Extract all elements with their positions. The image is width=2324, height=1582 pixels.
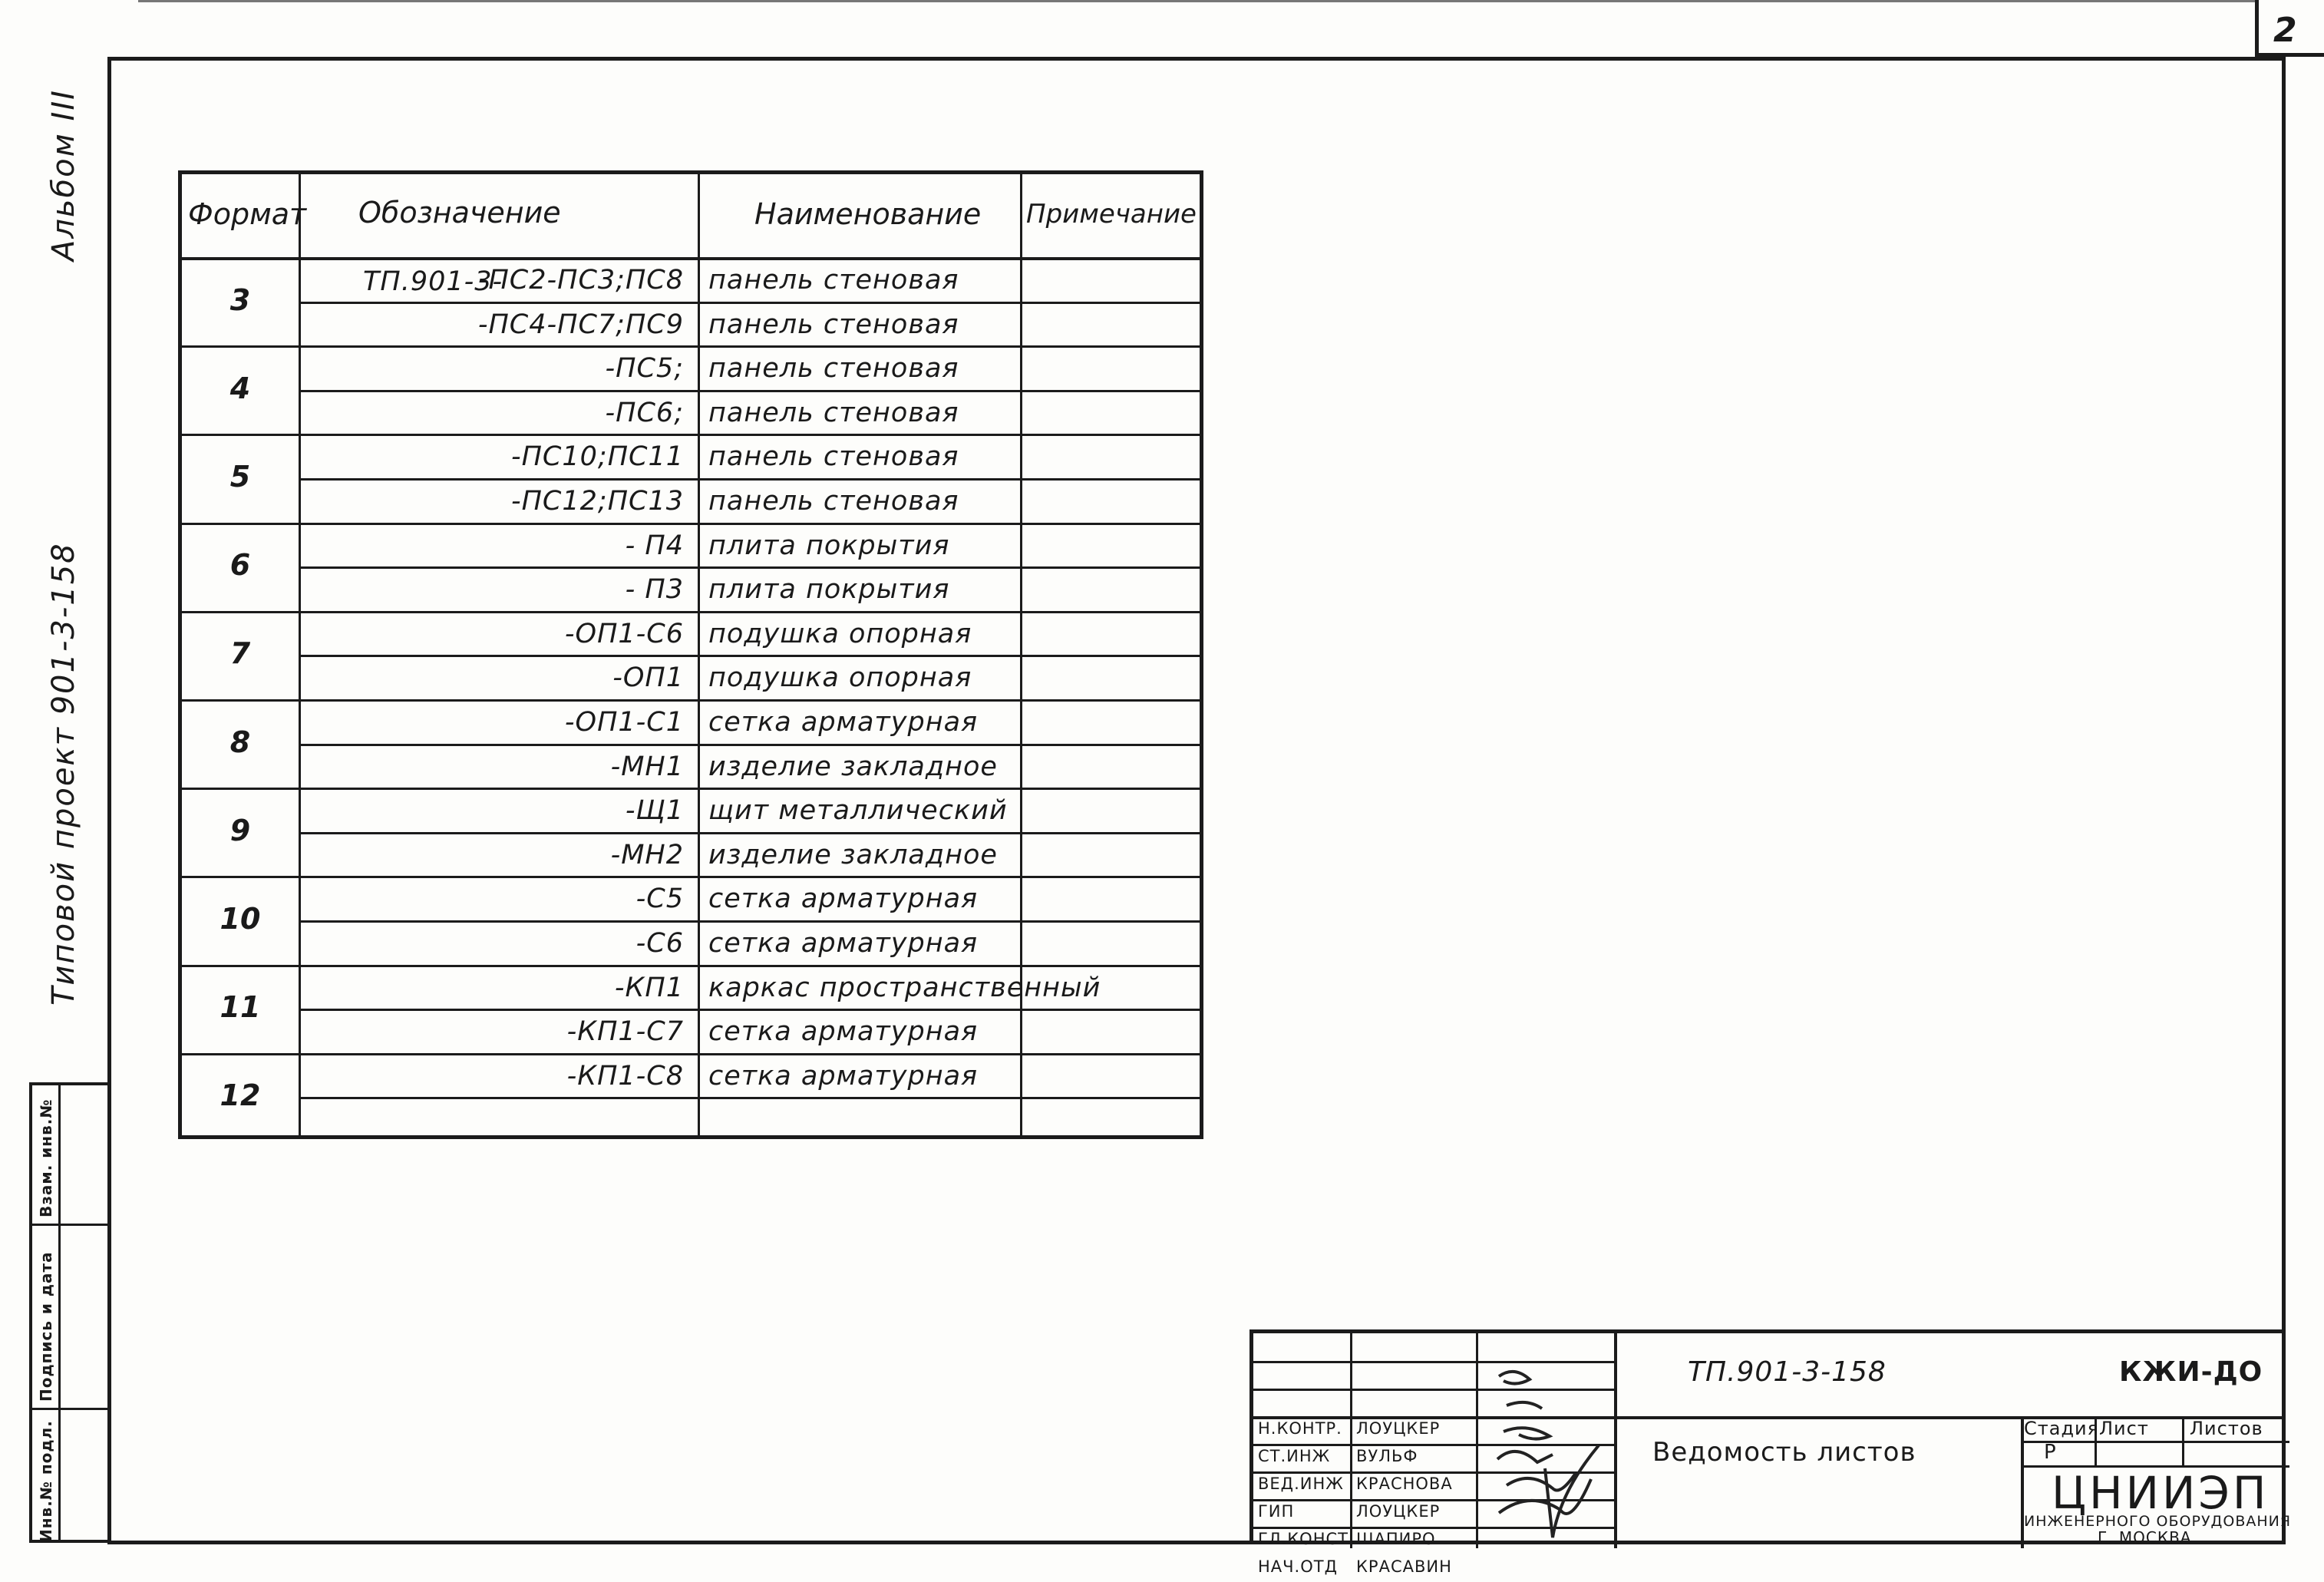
top-edge-line bbox=[138, 0, 2256, 2]
row-line bbox=[299, 744, 1200, 746]
format-cell: 6 bbox=[229, 548, 251, 583]
staff-name: КРАСАВИН bbox=[1356, 1557, 1452, 1576]
group-line bbox=[182, 965, 1200, 967]
header-line bbox=[182, 257, 1200, 260]
group-line bbox=[182, 699, 1200, 702]
strip-label-inv: Инв.№ подл. bbox=[37, 1420, 55, 1542]
row-line bbox=[299, 920, 1200, 923]
staff-name: ШАПИРО bbox=[1356, 1530, 1436, 1548]
designation-cell: -С6 bbox=[635, 928, 684, 959]
name-cell: каркас пространственный bbox=[708, 972, 1101, 1003]
org-name: ЦНИИЭП bbox=[2052, 1467, 2270, 1519]
row-line bbox=[299, 1009, 1200, 1011]
name-cell: панель стеновая bbox=[708, 486, 959, 517]
designation-cell: -ПС2-ПС3;ПС8 bbox=[477, 265, 684, 296]
designation-prefix: ТП.901-3- bbox=[363, 266, 503, 297]
header-format: Формат bbox=[188, 197, 307, 231]
name-cell: подушка опорная bbox=[708, 662, 972, 694]
org-subtitle: ИНЖЕНЕРНОГО ОБОРУДОВАНИЯ bbox=[2024, 1513, 2292, 1530]
strip-row-line bbox=[32, 1224, 107, 1226]
staff-role: ГЛ.КОНСТ bbox=[1258, 1530, 1349, 1548]
stage-label: Стадия bbox=[2024, 1418, 2100, 1439]
name-cell: плита покрытия bbox=[708, 574, 950, 606]
staff-role: ГИП bbox=[1258, 1502, 1295, 1521]
designation-cell: -ОП1-С6 bbox=[564, 618, 684, 649]
format-cell: 5 bbox=[229, 460, 251, 494]
group-line bbox=[182, 876, 1200, 878]
staff-name: ВУЛЬФ bbox=[1356, 1447, 1418, 1465]
designation-cell: -ПС5; bbox=[605, 353, 684, 385]
format-cell: 4 bbox=[229, 371, 251, 405]
name-cell: панель стеновая bbox=[708, 397, 959, 428]
signatures-scribble bbox=[1476, 1361, 1629, 1553]
stage-value: Р bbox=[2044, 1441, 2057, 1464]
designation-cell: -ПС4-ПС7;ПС9 bbox=[477, 309, 684, 340]
format-cell: 12 bbox=[220, 1078, 261, 1113]
staff-name: КРАСНОВА bbox=[1356, 1475, 1453, 1493]
strip-row-line bbox=[32, 1408, 107, 1410]
format-cell: 10 bbox=[220, 902, 261, 936]
format-cell: 9 bbox=[229, 813, 251, 847]
left-stamp-strip bbox=[29, 1082, 107, 1543]
designation-cell: -КП1-С8 bbox=[566, 1060, 684, 1092]
row-line bbox=[299, 390, 1200, 392]
format-cell: 11 bbox=[220, 990, 261, 1025]
designation-cell: -МН1 bbox=[610, 751, 684, 782]
header-designation: Обозначение bbox=[358, 196, 561, 230]
row-line bbox=[299, 655, 1200, 657]
designation-cell: -С5 bbox=[635, 883, 684, 915]
album-label-wrap bbox=[46, 89, 92, 414]
staff-role: ВЕД.ИНЖ bbox=[1258, 1475, 1344, 1493]
sheet-number: 2 bbox=[2273, 11, 2297, 50]
group-line bbox=[182, 1053, 1200, 1055]
tb-line bbox=[1350, 1333, 1352, 1548]
name-cell: панель стеновая bbox=[708, 441, 959, 473]
sheet-label: Лист bbox=[2099, 1418, 2149, 1439]
designation-cell: -КП1-С7 bbox=[566, 1016, 684, 1048]
row-line bbox=[299, 566, 1200, 569]
name-cell: сетка арматурная bbox=[708, 883, 979, 915]
org-city: Г. МОСКВА bbox=[2098, 1528, 2192, 1547]
name-cell: сетка арматурная bbox=[708, 1060, 979, 1092]
designation-cell: - П4 bbox=[625, 530, 684, 561]
header-name: Наименование bbox=[754, 197, 982, 231]
designation-cell: - П3 bbox=[625, 574, 684, 606]
name-cell: подушка опорная bbox=[708, 618, 972, 649]
row-line bbox=[299, 302, 1200, 304]
designation-cell: -ПС6; bbox=[605, 397, 684, 428]
name-cell: панель стеновая bbox=[708, 265, 959, 296]
designation-cell: -Щ1 bbox=[625, 795, 684, 827]
designation-cell: -КП1 bbox=[614, 972, 684, 1003]
tb-line bbox=[2021, 1441, 2289, 1443]
group-line bbox=[182, 345, 1200, 348]
group-line bbox=[182, 611, 1200, 613]
designation-cell: -ОП1-С1 bbox=[564, 707, 684, 738]
staff-role: НАЧ.ОТД bbox=[1258, 1557, 1338, 1576]
name-cell: панель стеновая bbox=[708, 353, 959, 385]
album-label: Альбом III bbox=[46, 89, 81, 261]
strip-divider bbox=[58, 1085, 61, 1540]
staff-name: ЛОУЦКЕР bbox=[1356, 1502, 1441, 1521]
strip-label-sign: Подпись и дата bbox=[37, 1251, 55, 1402]
row-line bbox=[299, 478, 1200, 481]
format-cell: 8 bbox=[229, 725, 251, 759]
name-cell: панель стеновая bbox=[708, 309, 959, 340]
spec-table bbox=[178, 170, 1203, 1139]
name-cell: плита покрытия bbox=[708, 530, 950, 561]
name-cell: сетка арматурная bbox=[708, 707, 979, 738]
format-cell: 3 bbox=[229, 282, 251, 317]
row-line bbox=[299, 1097, 1200, 1099]
document-code: ТП.901-3-158 bbox=[1688, 1356, 1887, 1388]
name-cell: сетка арматурная bbox=[708, 1016, 979, 1048]
designation-cell: -МН2 bbox=[610, 839, 684, 870]
row-line bbox=[299, 832, 1200, 834]
staff-name: ЛОУЦКЕР bbox=[1356, 1419, 1441, 1438]
name-cell: изделие закладное bbox=[708, 839, 998, 870]
project-label: Типовой проект 901-3-158 bbox=[46, 542, 81, 1006]
group-line bbox=[182, 434, 1200, 436]
strip-label-replace: Взам. инв.№ bbox=[37, 1098, 55, 1217]
title-block bbox=[1249, 1329, 2292, 1576]
designation-cell: -ПС12;ПС13 bbox=[510, 486, 684, 517]
header-note: Примечание bbox=[1026, 199, 1197, 230]
name-cell: изделие закладное bbox=[708, 751, 998, 782]
sheets-label: Листов bbox=[2190, 1418, 2263, 1439]
document-mark: КЖИ-ДО bbox=[2119, 1356, 2263, 1388]
staff-role: СТ.ИНЖ bbox=[1258, 1447, 1331, 1465]
document-title: Ведомость листов bbox=[1652, 1437, 1916, 1468]
name-cell: щит металлический bbox=[708, 795, 1008, 827]
group-line bbox=[182, 788, 1200, 790]
designation-cell: -ОП1 bbox=[612, 662, 684, 694]
designation-cell: -ПС10;ПС11 bbox=[510, 441, 684, 473]
group-line bbox=[182, 523, 1200, 525]
staff-role: Н.КОНТР. bbox=[1258, 1419, 1342, 1438]
name-cell: сетка арматурная bbox=[708, 928, 979, 959]
format-cell: 7 bbox=[229, 636, 251, 671]
